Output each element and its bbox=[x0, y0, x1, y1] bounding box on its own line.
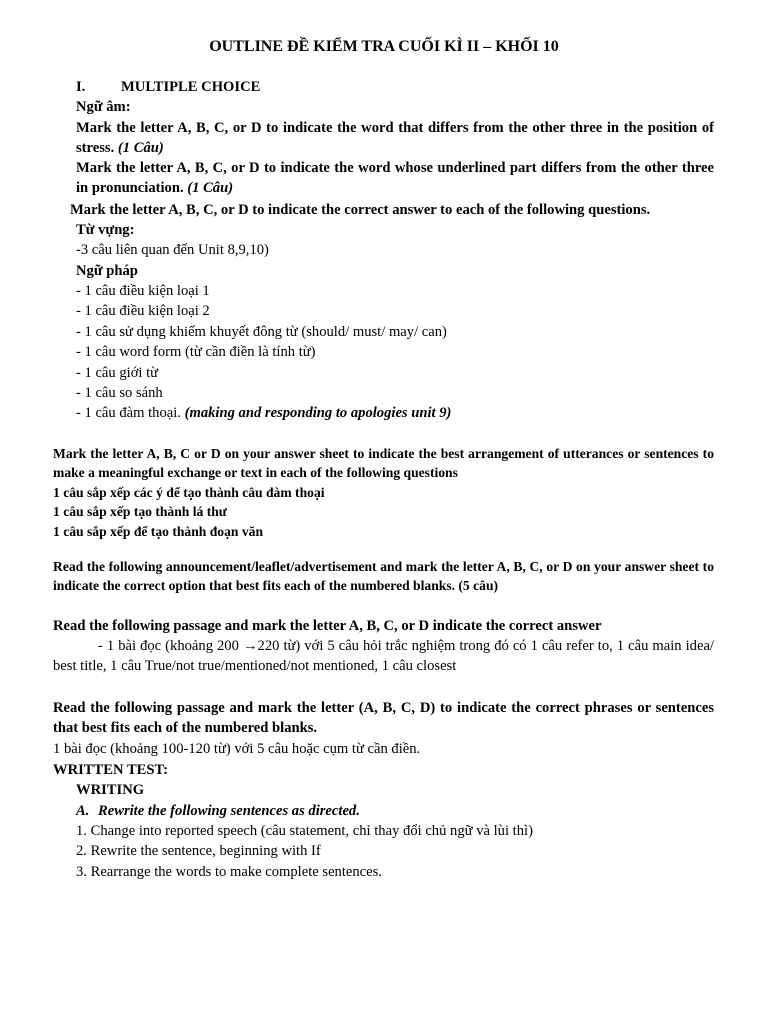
rewrite-heading-letter: A. bbox=[76, 803, 90, 819]
reading1-detail bbox=[53, 636, 714, 677]
list-item: - 1 câu điều kiện loại 2 bbox=[76, 303, 210, 320]
arrangement-instruction: Mark the letter A, B, C or D on your answer sheet to indicate the best arrangement of utterances or sentences to make a meaningful exchange or text in each of the following questions bbox=[53, 446, 714, 481]
pronunciation-question-count: (1 Câu) bbox=[187, 180, 234, 197]
list-item: - 1 câu sử dụng khiếm khuyết đông từ (should/ must/ may/ can) bbox=[76, 323, 447, 340]
list-item: - 1 câu word form (từ cần điền là tính từ) bbox=[76, 344, 316, 361]
grammar-list bbox=[76, 281, 714, 424]
list-item: 2. Rewrite the sentence, beginning with If bbox=[76, 843, 321, 860]
page-title: OUTLINE ĐỀ KIỂM TRA CUỐI KÌ II – KHỐI 10 bbox=[209, 38, 559, 55]
pronunciation-question-text: Mark the letter A, B, C, or D to indicate the word whose underlined part differs from the other three in pronunciation. bbox=[76, 160, 714, 197]
correct-answer-instruction: Mark the letter A, B, C, or D to indicate the correct answer to each of the following questions. bbox=[70, 202, 651, 218]
announcement-instruction: Read the following announcement/leaflet/advertisement and mark the letter A, B, C, or D on your answer sheet to indicate the correct option that best fits each of the numbered blanks. (5 câu) bbox=[53, 559, 714, 594]
rewrite-heading-text: Rewrite the following sentences as directed. bbox=[98, 803, 360, 819]
list-item bbox=[76, 403, 714, 423]
arrow-icon: → bbox=[242, 638, 258, 654]
reading1-detail-pre: - 1 bài đọc (khoảng 200 bbox=[98, 638, 243, 654]
reading2-detail: 1 bài đọc (khoảng 100-120 từ) với 5 câu hoặc cụm từ cần điền. bbox=[53, 741, 421, 757]
writing-list bbox=[76, 821, 714, 882]
pronunciation-question bbox=[76, 158, 714, 199]
writing-label: WRITING bbox=[76, 782, 145, 798]
arrangement-list bbox=[53, 483, 714, 541]
written-test-label: WRITTEN TEST: bbox=[53, 762, 169, 778]
list-item: 3. Rearrange the words to make complete sentences. bbox=[76, 863, 382, 880]
rewrite-heading bbox=[76, 801, 714, 821]
list-item: 1 câu sắp xếp để tạo thành đoạn văn bbox=[53, 523, 263, 539]
section-multiple-choice-heading bbox=[76, 77, 260, 97]
stress-question bbox=[76, 118, 714, 159]
stress-question-count: (1 Câu) bbox=[117, 140, 164, 157]
section-number: I. bbox=[76, 79, 86, 95]
reading1-instruction: Read the following passage and mark the letter A, B, C, or D indicate the correct answer bbox=[53, 618, 602, 634]
section-label: MULTIPLE CHOICE bbox=[121, 79, 261, 95]
list-item: 1 câu sắp xếp tạo thành lá thư bbox=[53, 504, 227, 520]
vocabulary-item: -3 câu liên quan đến Unit 8,9,10) bbox=[76, 242, 269, 258]
phonetics-label: Ngữ âm: bbox=[76, 99, 131, 115]
grammar-label: Ngữ pháp bbox=[76, 263, 138, 279]
list-item-text: - 1 câu đàm thoại. bbox=[76, 405, 181, 422]
list-item: - 1 câu điều kiện loại 1 bbox=[76, 283, 210, 299]
stress-question-text: Mark the letter A, B, C, or D to indicate the word that differs from the other three in the position of stress. bbox=[76, 120, 714, 157]
list-item: 1. Change into reported speech (câu statement, chỉ thay đổi chủ ngữ và lùi thì) bbox=[76, 823, 533, 839]
reading1-detail-post: 220 từ) với 5 câu hỏi trắc nghiệm trong đó có 1 câu refer to, 1 câu main idea/ best title, 1 câu True/not true/mentioned/not mentioned, 1 câu closest bbox=[53, 638, 714, 675]
vocabulary-label: Từ vựng: bbox=[76, 222, 135, 238]
list-item: 1 câu sắp xếp các ý để tạo thành câu đàm thoại bbox=[53, 485, 325, 500]
reading2-instruction: Read the following passage and mark the letter (A, B, C, D) to indicate the correct phrases or sentences that best fits each of the numbered blanks. bbox=[53, 700, 714, 737]
apology-note: (making and responding to apologies unit 9) bbox=[184, 405, 452, 422]
list-item: - 1 câu giới từ bbox=[76, 364, 159, 381]
list-item: - 1 câu so sánh bbox=[76, 385, 163, 402]
